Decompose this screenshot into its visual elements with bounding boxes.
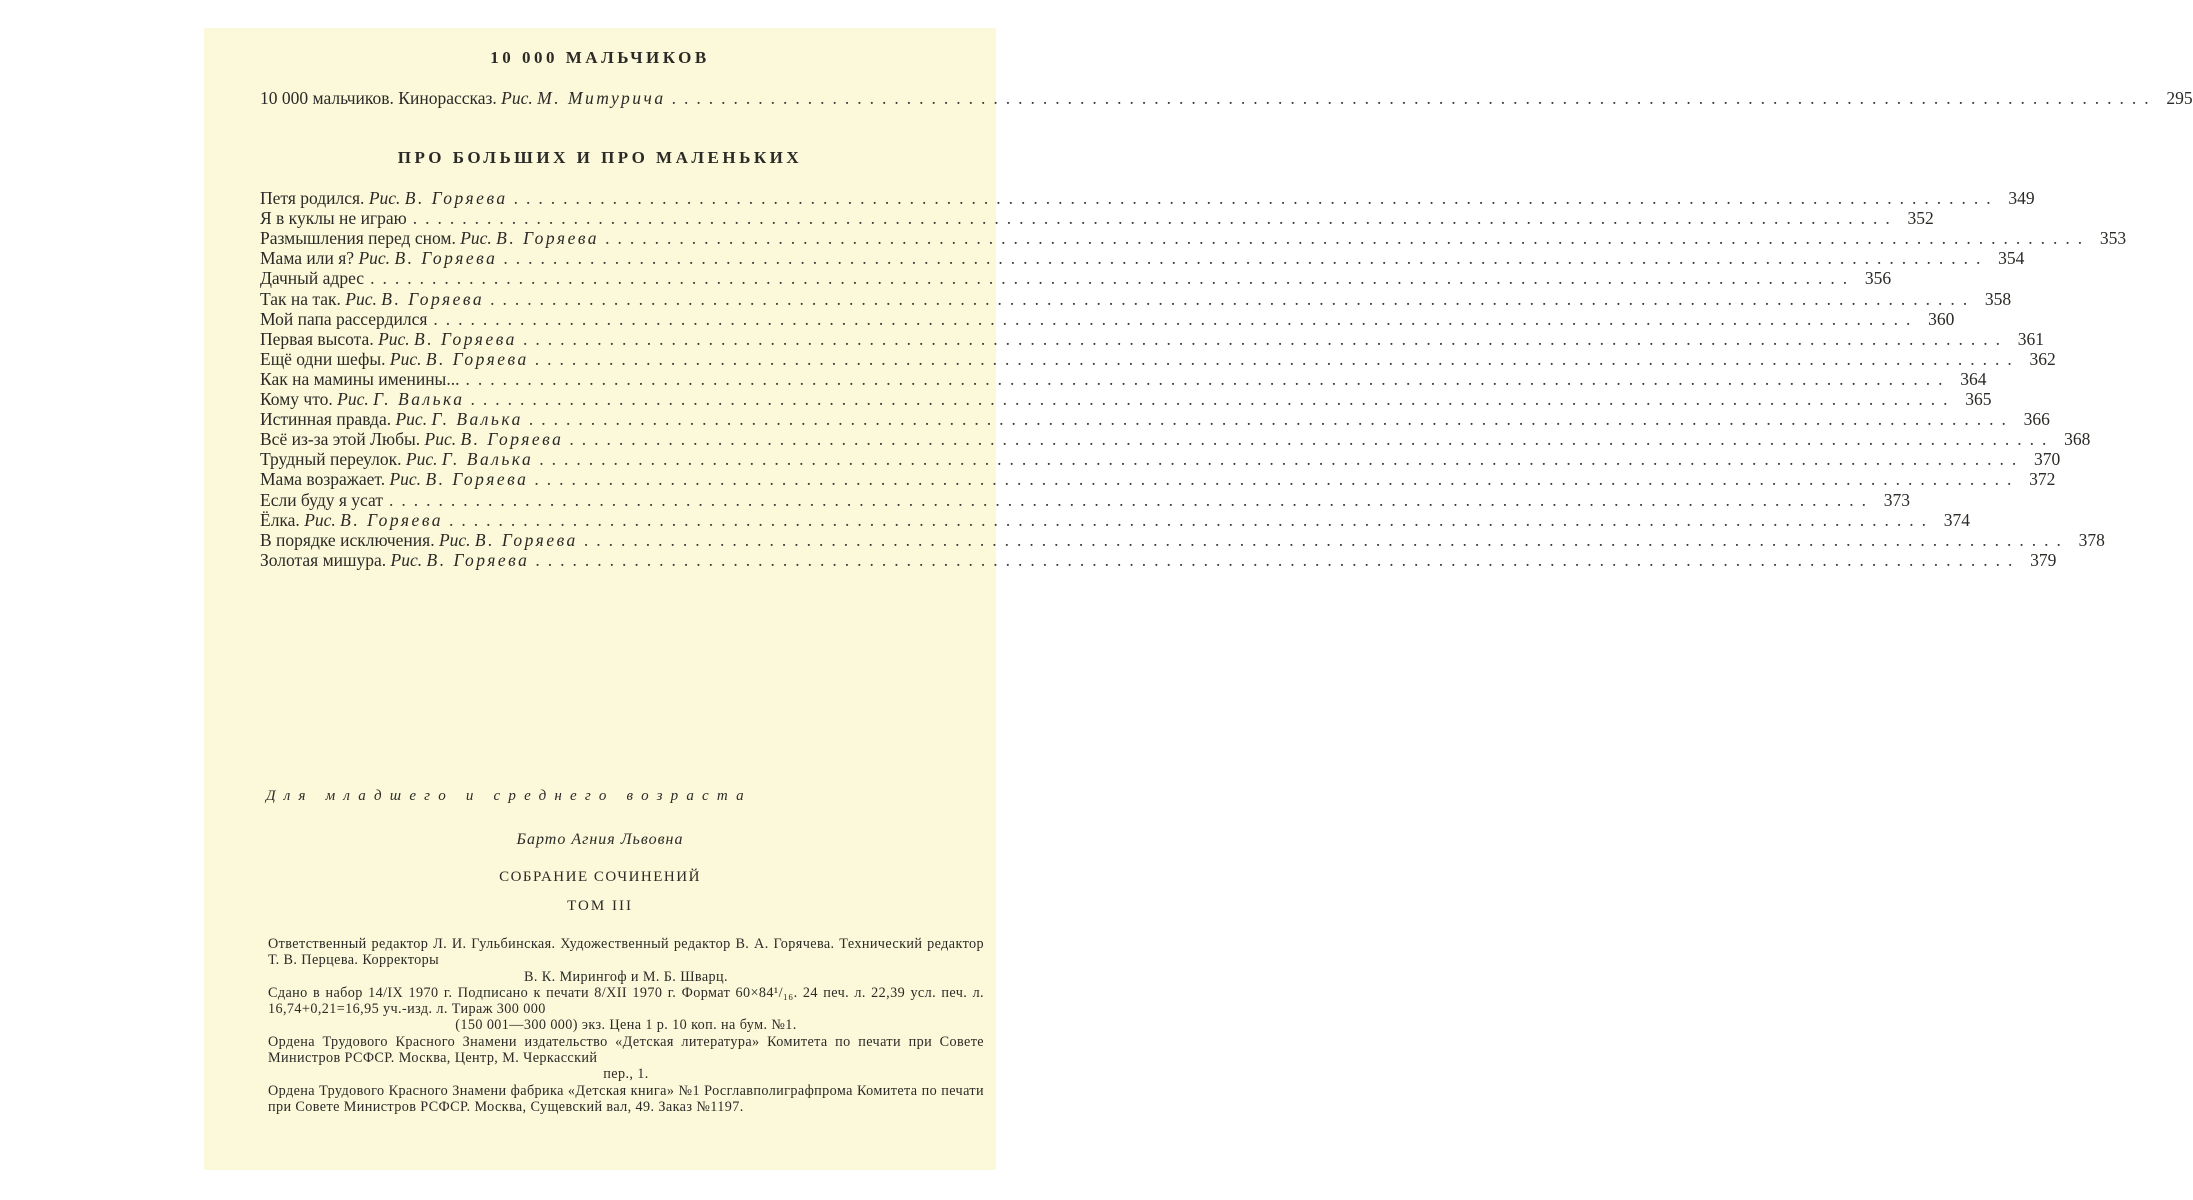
dot-leader: ........................................................................................................................ [370,268,1856,289]
volume-number: ТОМ III [567,898,633,914]
dot-leader: ........................................................................................................................ [470,389,1956,409]
illustrator-label: Рис. [438,529,471,550]
illustrator-label: Рис. [405,449,438,470]
dot-leader: ........................................................................................................................ [522,328,2008,349]
audience-line: Для младшего и среднего возраста [266,788,752,804]
entry-title-text: Мой папа рассердился [260,308,428,329]
author-name: Барто Агния Львовна [516,831,684,848]
toc-entry-title [260,268,364,288]
dot-leader: ........................................................................................................................ [539,449,2025,470]
illustrator-name: В. Горяева [474,529,578,550]
collection-title: СОБРАНИЕ СОЧИНЕНИЙ [499,869,701,885]
toc-entry [260,88,2193,108]
imprint-publisher: Ордена Трудового Красного Знамени издательство «Детская литература» Комитета по печати при Совете Министров РСФСР. Москва, Центр, М. Черкасский [268,1033,984,1067]
toc-entry-title [260,248,497,268]
illustrator-label: Рис. [358,248,391,269]
dot-leader: ........................................................................................................................ [605,228,2091,249]
toc-entry-title [260,88,666,108]
entry-title-text: Истинная правда. [260,409,392,430]
toc-entry-title [260,309,427,329]
toc-entry-title [260,409,523,429]
dot-leader: ........................................................................................................................ [490,288,1976,309]
imprint-proofreaders: В. К. Мирингоф и М. Б. Шварц. [524,968,728,985]
entry-title-text: Я в куклы не играю [260,208,407,229]
toc-page-number: 352 [1907,208,1934,229]
entry-title-text: Всё из-за этой Любы. [260,429,421,450]
toc-entry [260,188,2035,208]
toc-entry [260,348,2056,369]
toc-page-number: 354 [1998,248,2025,269]
entry-title-text: Ещё одни шефы. [260,348,386,369]
entry-title-text: Кому что. [260,389,333,409]
toc-entry [260,449,2061,470]
toc-entry-title [260,429,563,449]
toc-page-number: 366 [2023,409,2050,430]
illustrator-label: Рис. [460,228,492,249]
dot-leader: ........................................................................................................................ [433,308,1919,329]
toc-entry [260,248,2025,269]
illustrator-label: Рис. [345,288,377,309]
toc-page-number: 353 [2099,228,2127,249]
toc-entry-title [260,208,407,228]
toc-page-number: 361 [2017,328,2044,349]
toc-page-number: 374 [1943,509,1971,530]
illustrator-name: В. Горяева [414,328,517,349]
entry-title-text: В порядке исключения. [260,529,435,550]
toc-entry [260,409,2050,430]
illustrator-name: Г. Валька [431,409,523,430]
dot-leader: ........................................................................................................................ [583,529,2069,550]
imprint-publisher-address: пер., 1. [603,1066,649,1083]
toc-entry [260,549,2057,570]
illustrator-label: Рис. [304,509,336,530]
toc-entry [260,529,2105,550]
toc-page-number: 364 [1960,368,1987,389]
toc-entry [260,268,1892,289]
entry-title-text: Дачный адрес [260,268,365,289]
illustrator-name: В. Горяева [426,549,530,570]
entry-title-text: Трудный переулок. [260,449,402,470]
toc-entry-title [260,449,533,469]
imprint-editors: Ответственный редактор Л. И. Гульбинская. Художественный редактор В. А. Горячева. Технический редактор Т. В. Перцева. Корректоры [268,936,984,969]
illustrator-name: В. Горяева [340,509,444,530]
toc-entry [260,288,2012,309]
toc-entry [260,208,1934,229]
toc-entry-title [260,469,528,489]
illustrator-label: Рис. [337,389,369,409]
book-page [204,28,2193,1170]
entry-title-text: 10 000 мальчиков. Кинорассказ. [260,88,497,108]
illustrator-label: Рис. [368,188,401,208]
entry-title-text: Мама возражает. [260,469,386,490]
illustrator-name: В. Горяева [381,288,485,309]
entry-title-text: Золотая мишура. [260,549,387,570]
toc-entry [260,328,2044,349]
toc-page-number: 365 [1965,389,1992,409]
toc-page-number: 370 [2034,449,2061,470]
toc-page-number: 368 [2064,429,2091,450]
entry-title-text: Мама или я? [260,248,355,269]
entry-title-text: Первая высота. [260,328,374,349]
toc-entry-title [260,490,383,510]
dot-leader: ........................................................................................................................ [671,88,2157,108]
dot-leader: ........................................................................................................................ [569,429,2055,450]
illustrator-label: Рис. [424,429,457,450]
dot-leader: ........................................................................................................................ [534,469,2020,490]
toc-entry [260,509,1971,530]
toc-page-number: 360 [1928,308,1955,329]
toc-page-number: 362 [2029,348,2056,369]
toc-entry-title [260,329,517,349]
toc-entry-title [260,530,578,550]
toc-entry-title [260,369,459,389]
entry-title-text: Размышления перед сном. [260,228,456,249]
illustrator-label: Рис. [389,348,422,369]
toc-page-number: 379 [2030,549,2057,570]
illustrator-name: В. Горяева [425,469,529,490]
toc-page-number: 356 [1864,268,1892,289]
toc-page-number: 358 [1984,288,2012,309]
toc-entry-title [260,228,599,248]
toc-entry-title [260,349,529,369]
entry-title-text: Петя родился. [260,188,365,208]
toc-entry [260,368,1987,389]
toc-entry-title [260,289,484,309]
toc-entry [260,469,2056,490]
toc-entry [260,308,1955,329]
dot-leader: ........................................................................................................................ [528,409,2014,430]
illustrator-name: В. Горяева [460,429,564,450]
entry-title-text: Как на мамины именины... [260,368,460,389]
illustrator-label: Рис. [378,328,410,349]
imprint-block [268,936,984,1115]
imprint-printing-factory: Ордена Трудового Красного Знамени фабрика «Детская книга» №1 Росглавполиграфпрома Комитета по печати при Совете Министров РСФСР. Москва, Сущевский вал, 49. Заказ №1197. [268,1082,984,1115]
imprint-price: (150 001—300 000) экз. Цена 1 р. 10 коп. на бум. №1. [455,1017,797,1034]
imprint-print-details: Сдано в набор 14/IX 1970 г. Подписано к печати 8/XII 1970 г. Формат 60×84¹/₁₆. 24 печ. л. 22,39 усл. печ. л. 16,74+0,21=16,95 уч.-изд. л. Тираж 300 000 [268,984,984,1018]
dot-leader: ........................................................................................................................ [503,248,1989,269]
entry-title-text: Если буду я усат [260,489,383,510]
illustrator-name: Г. Валька [441,449,534,470]
illustrator-label: Рис. [389,469,422,490]
toc-entry-title [260,188,508,208]
dot-leader: ........................................................................................................................ [449,509,1935,530]
toc-entry [260,489,1910,510]
dot-leader: ........................................................................................................................ [513,188,1999,208]
toc-page-number: 373 [1883,489,1910,510]
toc-entry [260,429,2091,450]
illustrator-label: Рис. [501,88,533,108]
section-title-10000-boys: 10 000 МАЛЬЧИКОВ [490,48,710,67]
toc-entry-title [260,550,529,570]
toc-page-number: 378 [2078,529,2105,550]
toc-entry [260,389,1992,409]
toc-page-number: 295 [2166,88,2193,108]
illustrator-name: В. Горяева [425,348,529,369]
illustrator-label: Рис. [395,409,428,430]
dot-leader: ........................................................................................................................ [534,348,2020,369]
section-title-big-and-small: ПРО БОЛЬШИХ И ПРО МАЛЕНЬКИХ [397,148,803,167]
illustrator-name: В. Горяева [404,188,508,208]
illustrator-name: Г. Валька [373,389,465,409]
illustrator-name: В. Горяева [394,248,498,269]
entry-title-text: Так на так. [260,288,341,309]
illustrator-name: В. Горяева [496,228,600,249]
illustrator-label: Рис. [390,549,423,570]
entry-title-text: Ёлка. [260,509,300,530]
illustrator-name: М. Митурича [537,88,666,108]
dot-leader: ........................................................................................................................ [412,208,1898,229]
dot-leader: ........................................................................................................................ [388,489,1874,510]
toc-entry-title [260,510,443,530]
toc-page-number: 372 [2029,469,2056,490]
toc-entry [260,228,2127,249]
dot-leader: ........................................................................................................................ [465,368,1951,389]
dot-leader: ........................................................................................................................ [535,549,2021,570]
toc-entry-title [260,389,465,409]
toc-page-number: 349 [2008,188,2035,208]
